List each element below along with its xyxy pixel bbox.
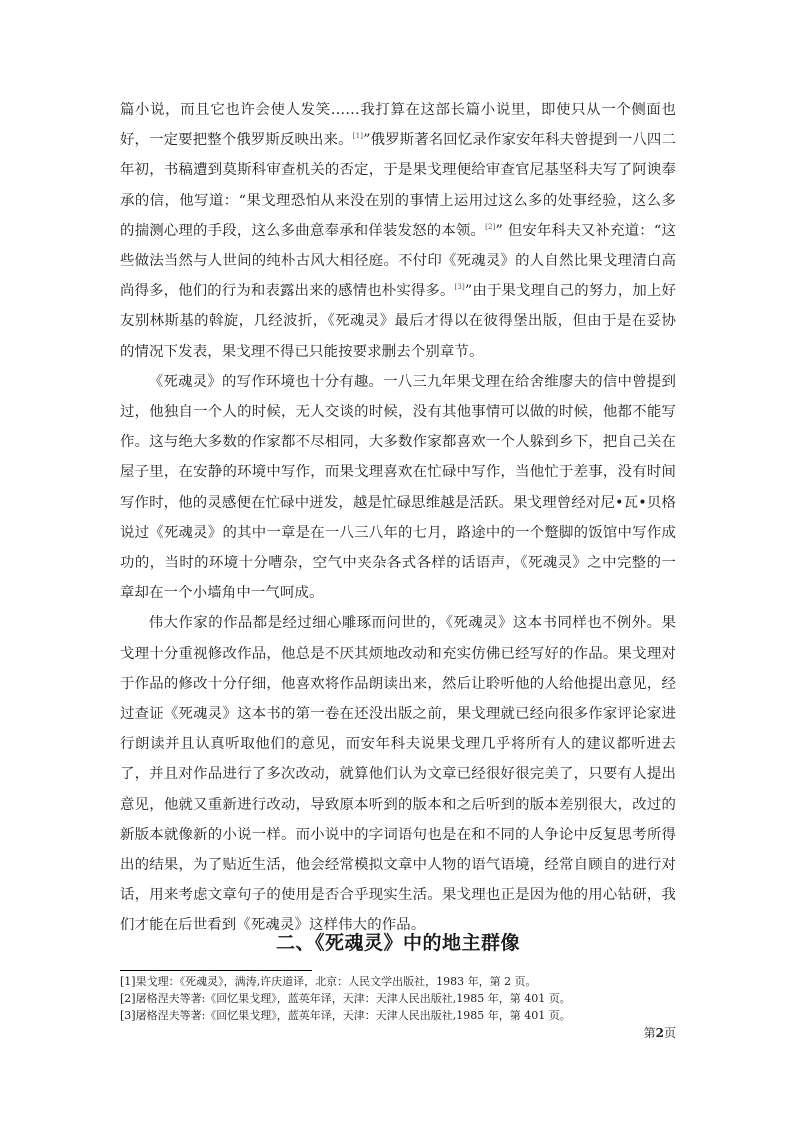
page-number: [644, 1024, 676, 1041]
page-number-value: 2: [655, 1026, 664, 1040]
paragraph-2: [120, 367, 676, 609]
footnotes: [120, 973, 680, 1024]
footnote-ref-marker: [3]: [454, 283, 465, 292]
footnote-ref-marker: [1]: [352, 132, 364, 141]
footnote-1: [1]果戈理：《死魂灵》，满涛,许庆道译，北京：人民文学出版社，1983 年，第 2 页。: [120, 975, 537, 988]
section-heading: 二、《死魂灵》中的地主群像: [275, 932, 520, 954]
paragraph-3: [120, 608, 676, 940]
paragraph-text: 篇小说，而且它也许会使人发笑……我打算在这部长篇小说里，即使只从一个侧面也好，一定要把整个俄罗斯反映出来。: [120, 102, 676, 149]
paragraph-text: 伟大作家的作品都是经过细心雕琢而问世的，《死魂灵》这本书同样也不例外。果戈理十分重视修改作品，他总是不厌其烦地改动和充实仿佛已经写好的作品。果戈理对于作品的修改十分仔细，他喜欢将作品朗读出来，然后让聆听他的人给他提出意见，经过查证《死魂灵》这本书的第一卷在还没出版之前，果戈理就已经向很多作家评论家进行朗读并且认真听取他们的意见，而安年科夫说果戈理几乎将所有人的建议都听进去了，并且对作品进行了多次改动，就算他们认为文章已经很好很完美了，只要有人提出意见，他就又重新进行改动，导致原本听到的版本和之后听到的版本差别很大，改过的新版本就像新的小说一样。而小说中的字词语句也是在和不同的人争论中反复思考所得出的结果，为了贴近生活，他会经常模拟文章中人物的语气语境，经常自顾自的进行对话，用来考虑文章句子的使用是否合乎现实生活。果戈理也正是因为他的用心钻研，我们才能在后世看到《死魂灵》这样伟大的作品。: [120, 615, 676, 934]
paragraph-text: 《死魂灵》的写作环境也十分有趣。一八三九年果戈理在给舍维廖夫的信中曾提到过，他独自一个人的时候，无人交谈的时候，没有其他事情可以做的时候，他都不能写作。这与绝大多数的作家都不尽相同，大多数作家都喜欢一个人躲到乡下，把自己关在屋子里，在安静的环境中写作，而果戈理喜欢在忙碌中写作，当他忙于差事，没有时间写作时，他的灵感便在忙碌中迸发，越是忙碌思维越是活跃。果戈理曾经对尼•瓦•贝格说过《死魂灵》的其中一章是在一八三八年的七月，路途中的一个蹩脚的饭馆中写作成功的，当时的环境十分嘈杂，空气中夹杂各式各样的话语声，《死魂灵》之中完整的一章却在一个小墙角中一气呵成。: [120, 373, 676, 602]
footnote-2: [2]屠格涅夫等著:《回忆果戈理》，蓝英年译，天津：天津人民出版社,1985 年，第 401 页。: [120, 992, 571, 1005]
paragraph-text: ”由于果戈理自己的努力，加上好友别林斯基的斡旋，几经波折，《死魂灵》最后才得以在彼得堡出版，但由于是在妥协的情况下发表，果戈理不得已只能按要求删去个别章节。: [120, 283, 677, 360]
paragraph-text: ” 但安年科夫又补充道：“这些做法当然与人世间的纯朴古风大相径庭。不付印《死魂灵》的人自然比果戈理清白高尚得多，他们的行为和表露出来的感情也朴实得多。: [120, 222, 676, 300]
page-number-prefix: 第: [643, 1026, 656, 1040]
paragraph-1: [120, 95, 676, 367]
footnote-divider: [120, 970, 312, 971]
footnote-ref-marker: [2]: [485, 223, 496, 232]
body-text: [120, 95, 676, 941]
page-number-suffix: 页: [663, 1026, 676, 1040]
paragraph-text: ”俄罗斯著名回忆录作家安年科夫曾提到一八四二年初，书稿遭到莫斯科审查机关的否定，于是果戈理便给审查官尼基坚科夫写了阿谀奉承的信，他写道：“果戈理恐怕从来没在别的事情上运用过这么多的处事经验，这么多的揣测心理的手段，这么多曲意奉承和佯装发怒的本领。: [120, 132, 676, 239]
footnote-3: [3]屠格涅夫等著:《回忆果戈理》，蓝英年译，天津：天津人民出版社,1985 年，第 401 页。: [120, 1009, 571, 1022]
